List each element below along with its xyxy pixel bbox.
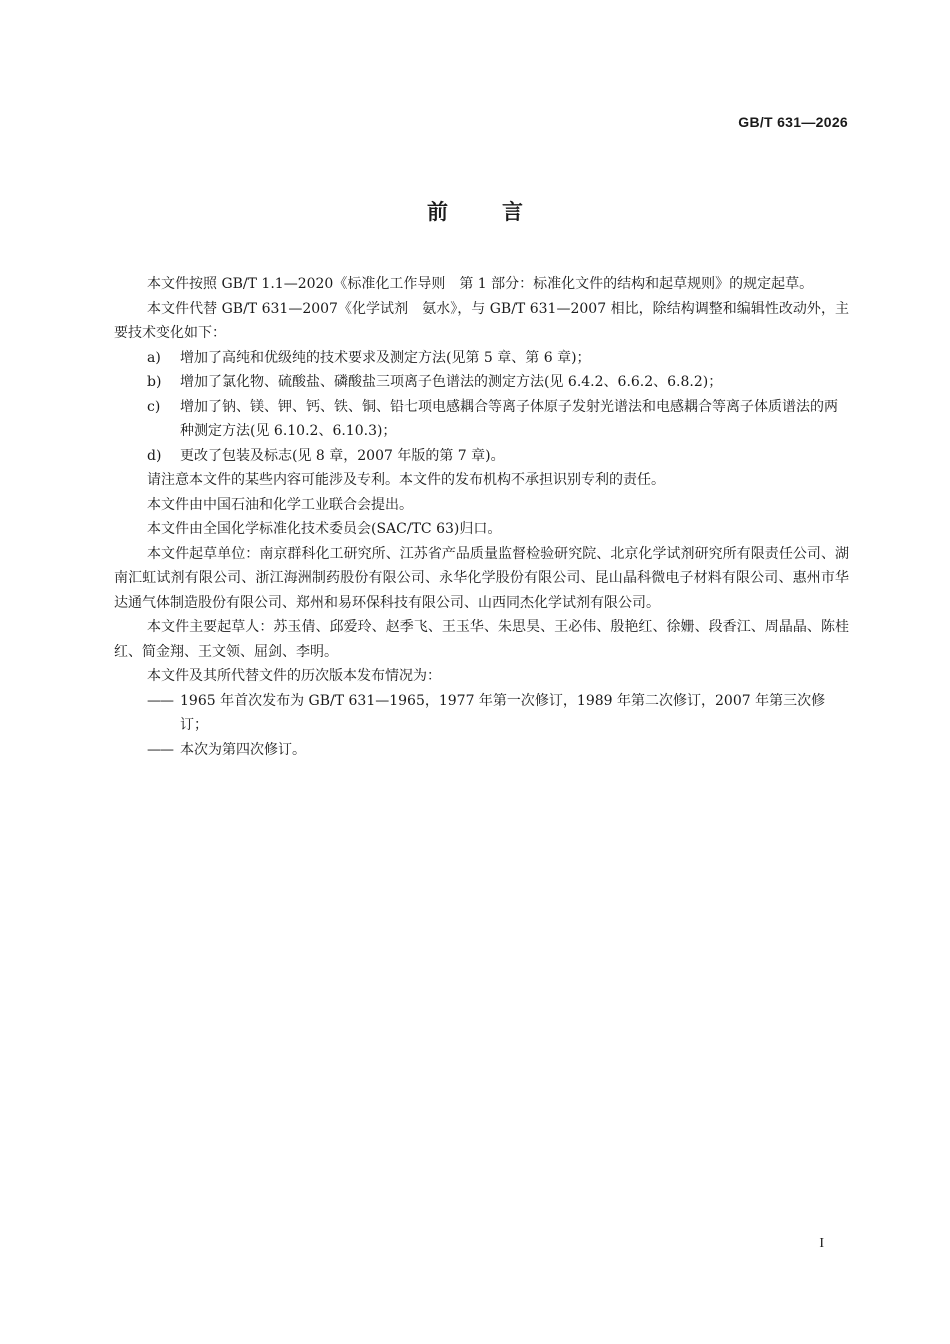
list-item-text: 增加了氯化物、硫酸盐、磷酸盐三项离子色谱法的测定方法(见 6.4.2、6.6.2、6.8.2)； xyxy=(180,374,723,390)
paragraph-proposer: 本文件由中国石油和化学工业联合会提出。 xyxy=(147,496,413,513)
history-item xyxy=(114,689,849,738)
list-item-text: 增加了高纯和优级纯的技术要求及测定方法(见第 5 章、第 6 章)； xyxy=(180,349,591,366)
paragraph-replacement: 本文件代替 GB/T 631—2007《化学试剂 氨水》，与 GB/T 631—2007 相比，除结构调整和编辑性改动外，主要技术变化如下： xyxy=(114,300,849,341)
list-item-text: 更改了包装及标志(见 8 章，2007 年版的第 7 章)。 xyxy=(180,447,505,464)
page-title: 前言 xyxy=(427,200,577,224)
paragraph-drafting-units: 本文件起草单位：南京群科化工研究所、江苏省产品质量监督检验研究院、北京化学试剂研究所有限责任公司、湖南汇虹试剂有限公司、浙江海洲制药股份有限公司、永华化学股份有限公司、昆山晶科微电子材料有限公司、惠州市华达通气体制造股份有限公司、郑州和易环保科技有限公司、山西同杰化学试剂有限公司。 xyxy=(114,545,849,611)
history-item-text: 1965 年首次发布为 GB/T 631—1965，1977 年第一次修订，1989 年第二次修订，2007 年第三次修订； xyxy=(180,692,826,733)
list-item xyxy=(114,395,849,444)
history-item xyxy=(114,738,849,763)
list-item xyxy=(114,346,849,371)
history-item-text: 本次为第四次修订。 xyxy=(180,741,306,758)
list-marker: a) xyxy=(147,349,161,366)
dash-marker: —— xyxy=(147,741,173,758)
list-item xyxy=(114,444,849,469)
document-code: GB/T 631—2026 xyxy=(738,114,848,130)
paragraph-drafters: 本文件主要起草人：苏玉倩、邱爱玲、赵季飞、王玉华、朱思昊、王必伟、殷艳红、徐姗、段香江、周晶晶、陈桂红、简金翔、王文领、屈剑、李明。 xyxy=(114,619,849,660)
foreword-body xyxy=(114,272,849,762)
paragraph-drafting-rules: 本文件按照 GB/T 1.1—2020《标准化工作导则 第 1 部分：标准化文件的结构和起草规则》的规定起草。 xyxy=(147,276,814,292)
paragraph-history-intro: 本文件及其所代替文件的历次版本发布情况为： xyxy=(147,668,441,684)
dash-marker: —— xyxy=(147,692,173,709)
list-marker: d) xyxy=(147,447,162,464)
paragraph-patent-notice: 请注意本文件的某些内容可能涉及专利。本文件的发布机构不承担识别专利的责任。 xyxy=(147,472,665,488)
list-marker: c) xyxy=(147,398,161,415)
list-item-text: 增加了钠、镁、钾、钙、铁、铜、铅七项电感耦合等离子体原子发射光谱法和电感耦合等离子体质谱法的两种测定方法(见 6.10.2、6.10.3)； xyxy=(180,398,838,439)
list-item xyxy=(114,370,849,395)
page-number: I xyxy=(819,1236,824,1251)
list-marker: b) xyxy=(147,374,162,390)
paragraph-technical-committee: 本文件由全国化学标准化技术委员会(SAC/TC 63)归口。 xyxy=(147,521,502,537)
